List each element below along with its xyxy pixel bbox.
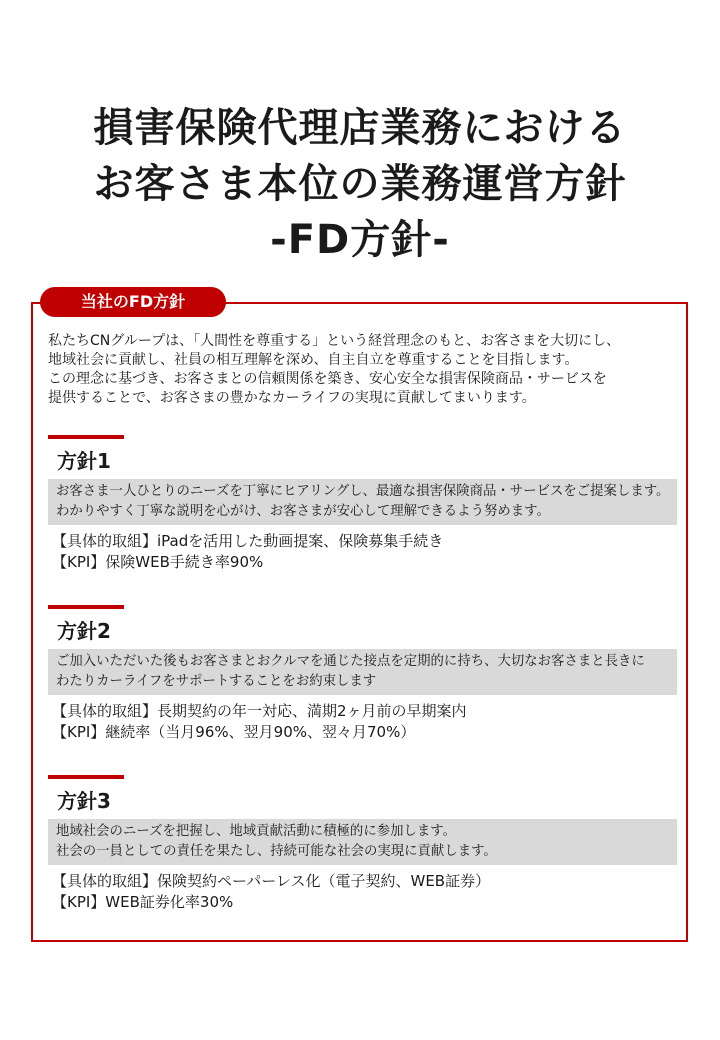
intro-text: [48, 332, 684, 408]
policy-initiative: 【具体的取組】保険契約ペーパーレス化（電子契約、WEB証券）: [52, 872, 491, 890]
policy-1: [48, 435, 678, 573]
policy-accent-bar: [48, 605, 124, 609]
policy-initiative: 【具体的取組】iPadを活用した動画提案、保険募集手続き: [52, 532, 444, 550]
policy-kpi: 【KPI】保険WEB手続き率90%: [52, 553, 264, 571]
policy-items: [48, 701, 678, 743]
policy-3: [48, 775, 678, 913]
intro-line: 私たちCNグループは、「人間性を尊重する」という経営理念のもと、お客さまを大切にし、: [48, 333, 621, 349]
policy-title: 方針1: [57, 449, 111, 473]
policy-description-line: お客さま一人ひとりのニーズを丁寧にヒアリングし、最適な損害保険商品・サービスをご提案します。: [56, 484, 670, 499]
section-badge: 当社のFD方針: [40, 287, 226, 317]
intro-line: この理念に基づき、お客さまとの信頼関係を築き、安心安全な損害保険商品・サービスを: [48, 371, 607, 387]
policy-accent-bar: [48, 435, 124, 439]
policy-kpi: 【KPI】継続率（当月96%、翌月90%、翌々月70%）: [52, 723, 416, 741]
intro-line: 地域社会に貢献し、社員の相互理解を深め、自主自立を尊重することを目指します。: [48, 352, 579, 368]
policy-description-line: 社会の一員としての責任を果たし、持続可能な社会の実現に貢献します。: [56, 844, 497, 859]
policy-title: 方針2: [57, 619, 111, 643]
policy-title: 方針3: [57, 789, 111, 813]
page-title: [0, 100, 720, 268]
policy-description-line: 地域社会のニーズを把握し、地域貢献活動に積極的に参加します。: [56, 824, 456, 839]
policy-description-line: ご加入いただいた後もお客さまとおクルマを通じた接点を定期的に持ち、大切なお客さまと長きに: [56, 654, 645, 669]
policy-description-line: わかりやすく丁寧な説明を心がけ、お客さまが安心して理解できるよう努めます。: [56, 504, 550, 519]
policy-kpi: 【KPI】WEB証券化率30%: [52, 893, 234, 911]
policy-description: [48, 649, 677, 695]
policy-accent-bar: [48, 775, 124, 779]
title-line-3: -FD方針-: [270, 217, 450, 263]
policy-description: [48, 819, 677, 865]
policy-items: [48, 871, 678, 913]
policy-initiative: 【具体的取組】長期契約の年一対応、満期2ヶ月前の早期案内: [52, 702, 467, 720]
intro-line: 提供することで、お客さまの豊かなカーライフの実現に貢献してまいります。: [48, 390, 536, 406]
policy-description-line: わたりカーライフをサポートすることをお約束します: [56, 674, 377, 689]
title-line-2: お客さま本位の業務運営方針: [93, 161, 627, 207]
title-line-1: 損害保険代理店業務における: [93, 105, 627, 151]
policy-description: [48, 479, 677, 525]
policy-items: [48, 531, 678, 573]
policy-2: [48, 605, 678, 743]
